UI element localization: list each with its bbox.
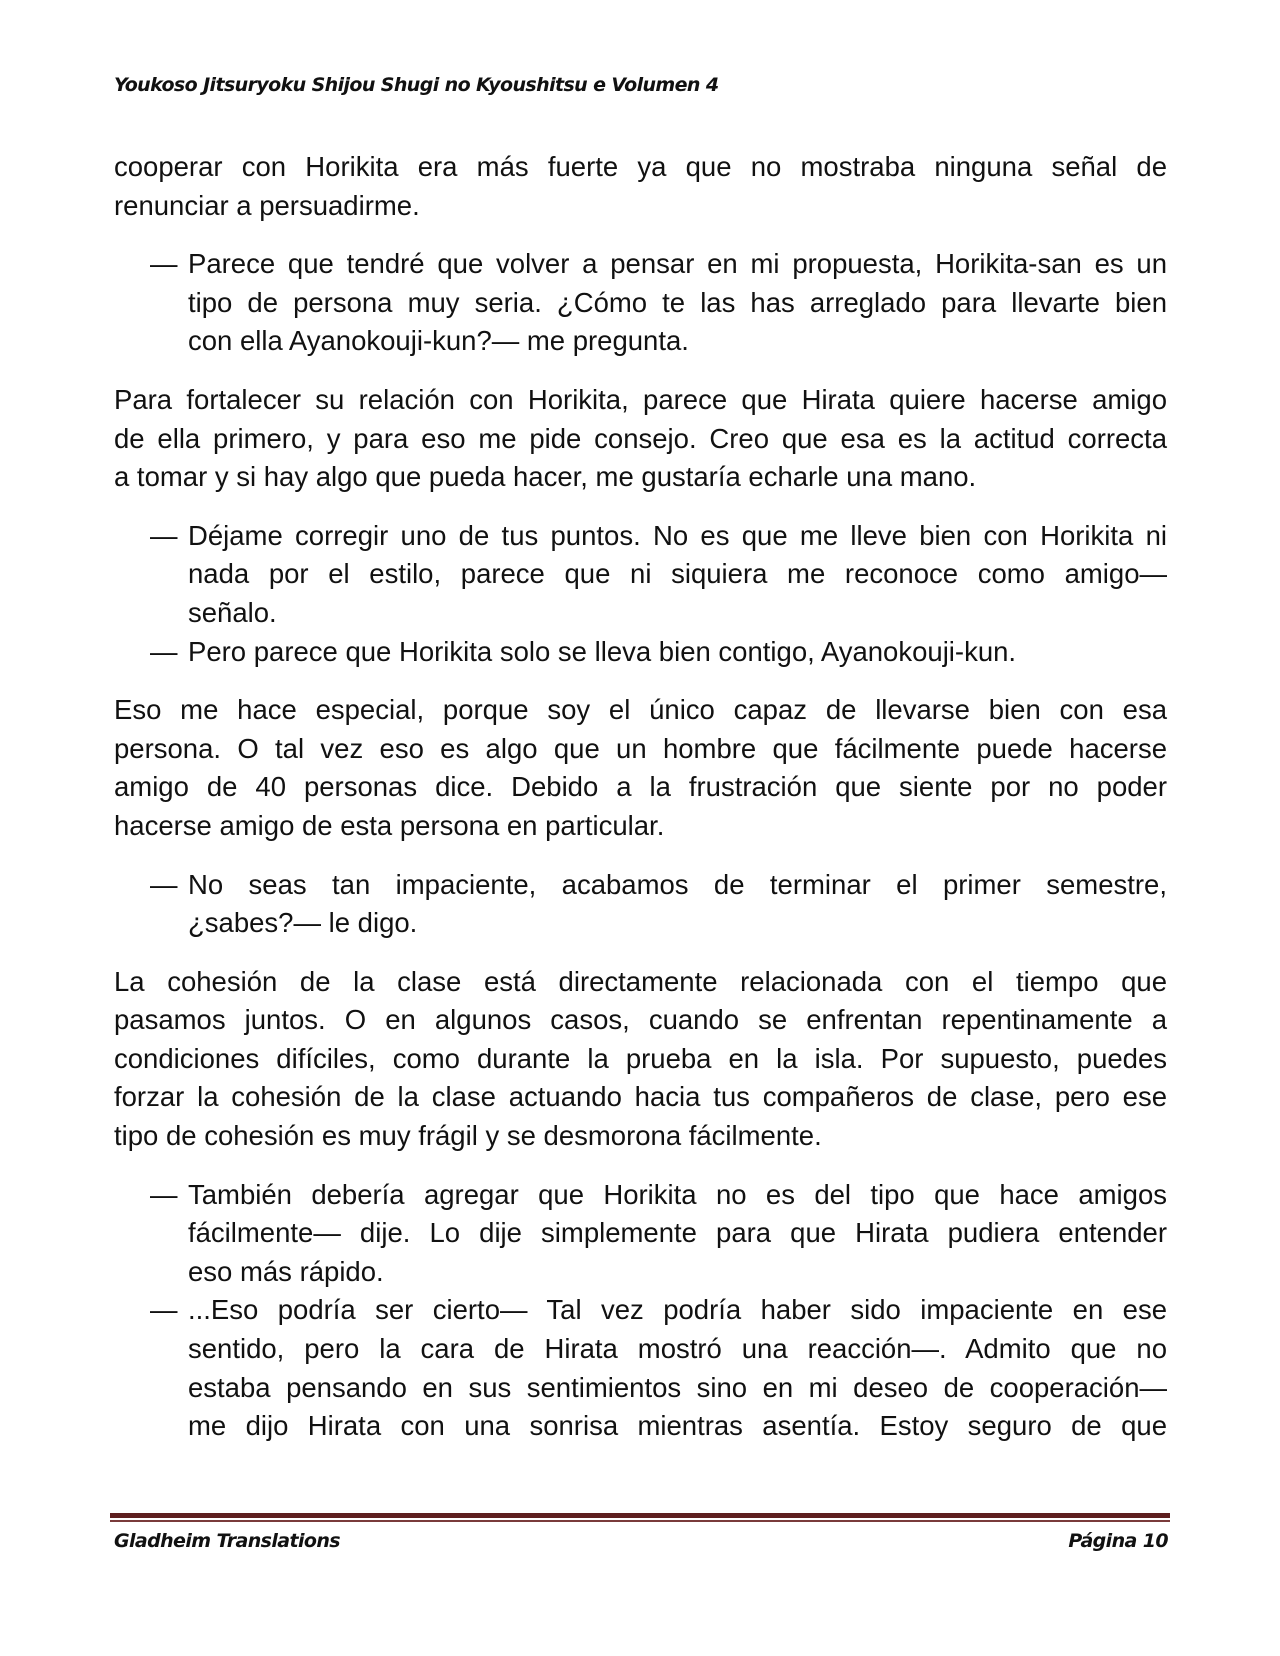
- text-line: pasamos juntos. O en algunos casos, cuando se enfrentan repentinamente a: [114, 1004, 1167, 1036]
- text-line: me dijo Hirata con una sonrisa mientras asentía. Estoy seguro de que: [188, 1410, 1167, 1442]
- text-line: condiciones difíciles, como durante la prueba en la isla. Por supuesto, puedes: [114, 1042, 1167, 1074]
- text-line: estaba pensando en sus sentimientos sino en mi deseo de cooperación—: [188, 1371, 1167, 1403]
- text-line: de ella primero, y para eso me pide consejo. Creo que esa es la actitud correcta: [114, 422, 1167, 454]
- paragraph: [114, 963, 1167, 1156]
- dialogue-dash: —: [150, 1178, 178, 1210]
- dialogue-line: [114, 517, 1167, 633]
- dialogue-line: [114, 245, 1167, 361]
- dialogue-dash: —: [150, 635, 178, 667]
- text-line: tipo de cohesión es muy frágil y se desmorona fácilmente.: [114, 1120, 822, 1152]
- text-line: amigo de 40 personas dice. Debido a la frustración que siente por no poder: [114, 771, 1167, 803]
- text-line: a tomar y si hay algo que pueda hacer, me gustaría echarle una mano.: [114, 461, 977, 493]
- paragraph: [114, 381, 1167, 497]
- text-line: ...Eso podría ser cierto— Tal vez podría haber sido impaciente en ese: [188, 1294, 1167, 1326]
- dialogue-line: [114, 633, 1167, 672]
- text-line: Pero parece que Horikita solo se lleva bien contigo, Ayanokouji-kun.: [188, 635, 1017, 667]
- dialogue-dash: —: [150, 248, 178, 280]
- dialogue-dash: —: [150, 868, 178, 900]
- dialogue-dash: —: [150, 1294, 178, 1326]
- footer-rule-thin: [110, 1520, 1170, 1522]
- running-header: Youkoso Jitsuryoku Shijou Shugi no Kyoushitsu e Volumen 4: [114, 74, 719, 96]
- text-line: También debería agregar que Horikita no es del tipo que hace amigos: [188, 1178, 1167, 1210]
- dialogue-line: [114, 1291, 1167, 1445]
- text-line: Déjame corregir uno de tus puntos. No es que me lleve bien con Horikita ni: [188, 519, 1167, 551]
- footer-rule: [110, 1513, 1170, 1518]
- text-line: fácilmente— dije. Lo dije simplemente para que Hirata pudiera entender: [188, 1217, 1167, 1249]
- page-number: Página 10: [1068, 1530, 1168, 1552]
- dialogue-dash: —: [150, 519, 178, 551]
- text-line: Eso me hace especial, porque soy el único capaz de llevarse bien con esa: [114, 694, 1167, 726]
- text-line: sentido, pero la cara de Hirata mostró una reacción—. Admito que no: [188, 1333, 1167, 1365]
- text-line: persona. O tal vez eso es algo que un hombre que fácilmente puede hacerse: [114, 732, 1167, 764]
- text-line: nada por el estilo, parece que ni siquiera me reconoce como amigo—: [188, 558, 1167, 590]
- text-line: ¿sabes?— le digo.: [188, 907, 418, 939]
- text-line: tipo de persona muy seria. ¿Cómo te las has arreglado para llevarte bien: [188, 286, 1167, 318]
- text-line: No seas tan impaciente, acabamos de terminar el primer semestre,: [188, 868, 1167, 900]
- text-line: renunciar a persuadirme.: [114, 189, 420, 221]
- paragraph: [114, 691, 1167, 845]
- text-line: La cohesión de la clase está directamente relacionada con el tiempo que: [114, 965, 1167, 997]
- text-line: con ella Ayanokouji-kun?— me pregunta.: [188, 325, 689, 357]
- dialogue-line: [114, 866, 1167, 943]
- text-line: hacerse amigo de esta persona en particular.: [114, 809, 665, 841]
- footer-publisher: Gladheim Translations: [114, 1530, 340, 1552]
- text-line: cooperar con Horikita era más fuerte ya que no mostraba ninguna señal de: [114, 151, 1167, 182]
- dialogue-line: [114, 1176, 1167, 1292]
- text-line: Para fortalecer su relación con Horikita, parece que Hirata quiere hacerse amigo: [114, 383, 1167, 415]
- page-body: [114, 148, 1167, 1446]
- text-line: señalo.: [188, 596, 277, 628]
- text-line: Parece que tendré que volver a pensar en mi propuesta, Horikita-san es un: [188, 248, 1167, 280]
- text-line: eso más rápido.: [188, 1255, 384, 1287]
- text-line: forzar la cohesión de la clase actuando hacia tus compañeros de clase, pero ese: [114, 1081, 1167, 1113]
- paragraph: [114, 148, 1167, 225]
